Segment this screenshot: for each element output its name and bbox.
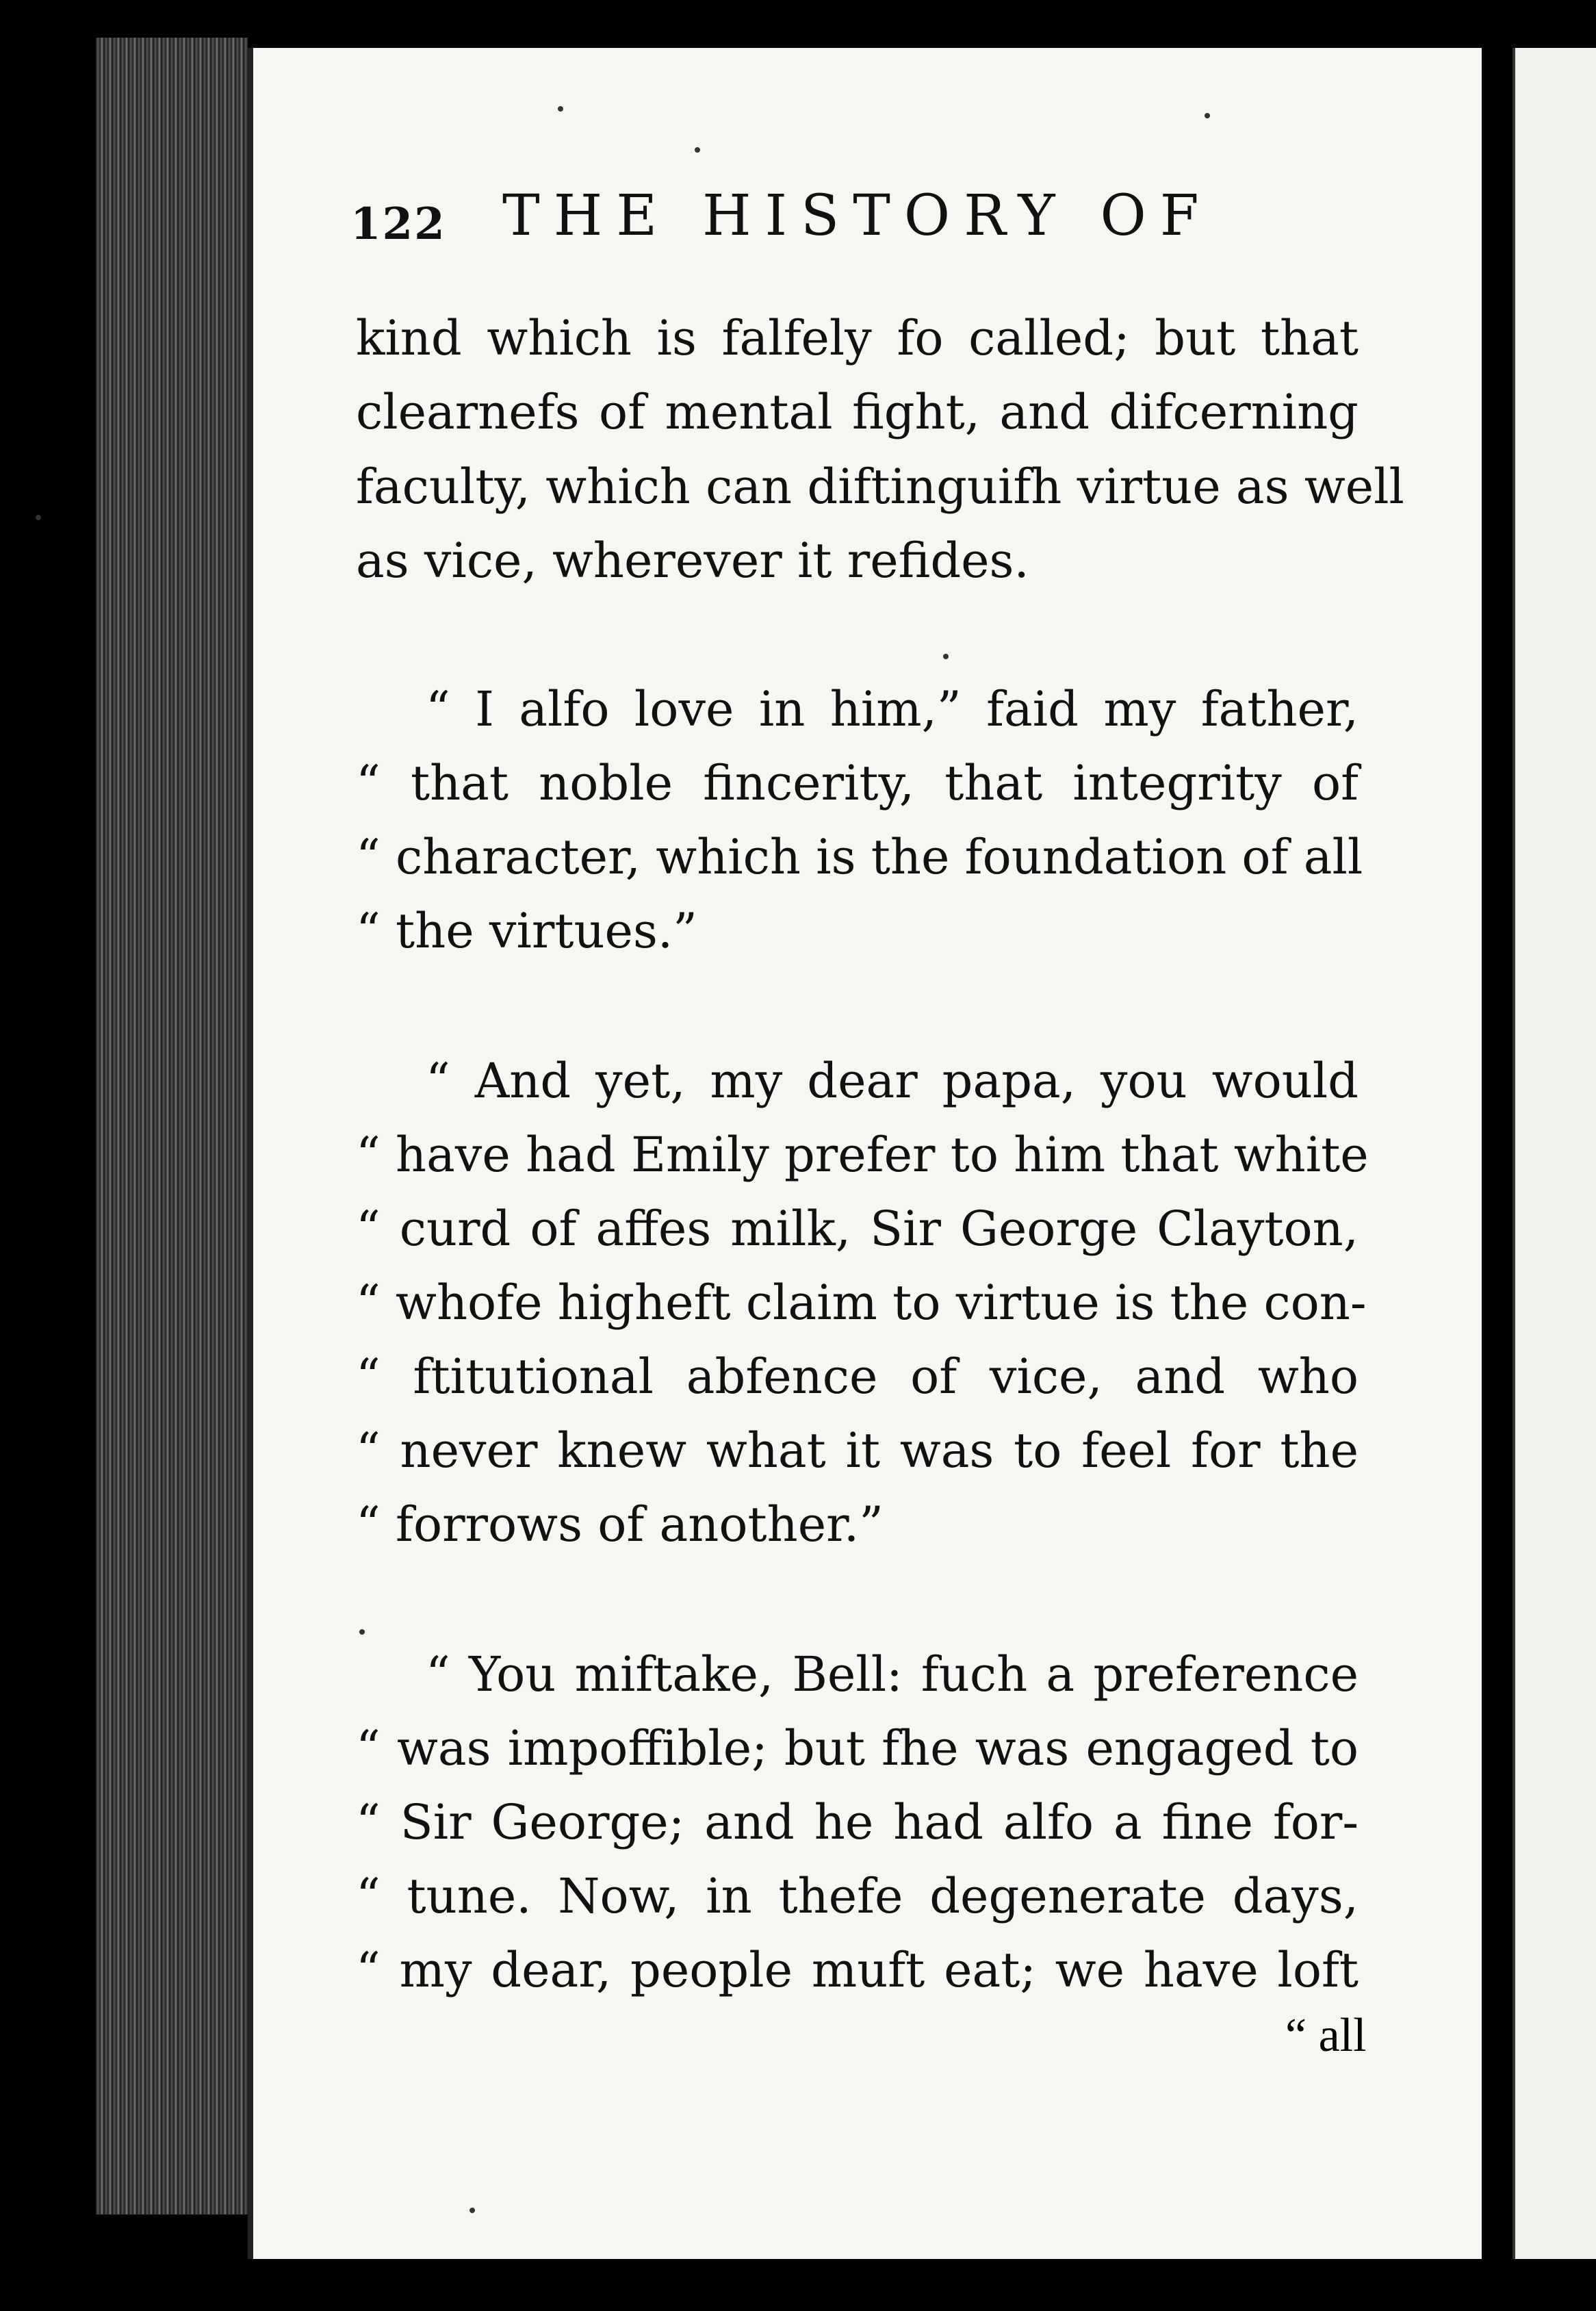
scan-speck (1205, 113, 1210, 118)
scan-speck (558, 106, 563, 112)
text-line: “ character, which is the foundation of all (356, 829, 1363, 885)
text-line: faculty, which can diftinguifh virtue as well (356, 459, 1404, 515)
text-line: “ have had Emily prefer to him that white (356, 1127, 1369, 1183)
text-line: “ ftitutional abfence of vice, and who (356, 1349, 1359, 1405)
scan-speck (359, 1629, 365, 1635)
text-line: “ curd of affes milk, Sir George Clayton, (356, 1201, 1359, 1257)
page-number: 122 (350, 199, 446, 250)
running-title: THE HISTORY OF (502, 183, 1213, 248)
text-line: “ You miftake, Bell: fuch a preference (426, 1646, 1359, 1702)
text-line: “ was impoffible; but fhe was engaged to (356, 1720, 1359, 1776)
scan-speck (469, 2208, 475, 2213)
text-line: “ Sir George; and he had alfo a fine for- (356, 1794, 1359, 1850)
text-line: as vice, wherever it refides. (356, 533, 1029, 589)
text-line: “ whofe higheft claim to virtue is the con- (356, 1275, 1367, 1331)
text-line: “ my dear, people muft eat; we have loft (356, 1942, 1359, 1998)
catchword: “ all (1285, 2009, 1367, 2062)
text-line: “ the virtues.” (356, 903, 697, 959)
scan-speck (695, 147, 700, 153)
text-line: “ never knew what it was to feel for the (356, 1422, 1359, 1479)
text-line: “ I alfo love in him,” faid my father, (426, 681, 1359, 737)
scan-speck (943, 654, 949, 659)
text-line: “ forrows of another.” (356, 1496, 884, 1553)
text-line: kind which is falfely fo called; but that (356, 310, 1359, 366)
text-line: “ And yet, my dear papa, you would (426, 1053, 1359, 1109)
text-line: “ that noble fincerity, that integrity of (356, 755, 1359, 811)
scan-speck (36, 515, 41, 520)
text-line: “ tune. Now, in thefe degenerate days, (356, 1868, 1359, 1924)
text-line: clearnefs of mental fight, and difcerning (356, 384, 1359, 440)
